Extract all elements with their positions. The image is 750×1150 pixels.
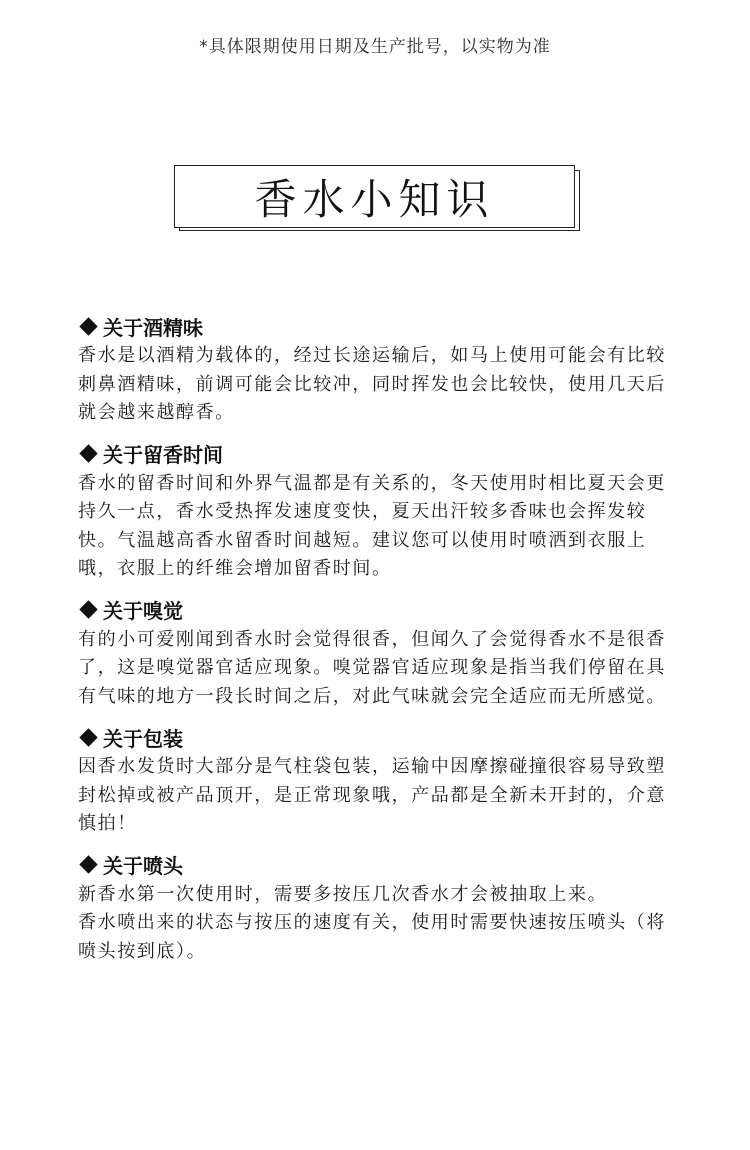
section-heading — [78, 438, 678, 470]
section-paragraph: 因香水发货时大部分是气柱袋包装，运输中因摩擦碰撞很容易导致塑封松掉或被产品顶开，是正常现象哦，产品都是全新未开封的，介意慎拍！ — [78, 756, 666, 834]
diamond-bullet-icon — [79, 600, 97, 618]
section-paragraph: 香水的留香时间和外界气温都是有关系的，冬天使用时相比夏天会更持久一点，香水受热挥发速度变快，夏天出汗较多香味也会挥发较快。气温越高香水留香时间越短。建议您可以使用时喷洒到衣服上哦，衣服上的纤维会增加留香时间。 — [78, 472, 666, 579]
section-heading — [78, 594, 678, 626]
page-title: 香水小知识 — [254, 174, 495, 224]
section-heading-text: 关于酒精味 — [103, 315, 203, 340]
section-packaging — [78, 721, 678, 839]
section-heading — [78, 721, 678, 753]
section-paragraph: 新香水第一次使用时，需要多按压几次香水才会被抽取上来。 — [78, 883, 608, 905]
section-paragraph: 香水是以酒精为载体的，经过长途运输后，如马上使用可能会有比较刺鼻酒精味，前调可能会比较冲，同时挥发也会比较快，使用几天后就会越来越醇香。 — [78, 345, 666, 423]
section-lasting-time — [78, 438, 678, 584]
section-alcohol-smell — [78, 310, 678, 428]
section-paragraph: 香水喷出来的状态与按压的速度有关，使用时需要快速按压喷头（将喷头按到底）。 — [78, 912, 666, 962]
diamond-bullet-icon — [79, 728, 97, 746]
section-heading-text: 关于留香时间 — [103, 443, 223, 467]
section-paragraph: 有的小可爱刚闻到香水时会觉得很香，但闻久了会觉得香水不是很香了，这是嗅觉器官适应现象。嗅觉器官适应现象是指当我们停留在具有气味的地方一段长时间之后，对此气味就会完全适应而无所感觉。 — [78, 628, 666, 707]
section-heading-text: 关于包装 — [103, 726, 183, 751]
diamond-bullet-icon — [79, 855, 97, 873]
notice-text: *具体限期使用日期及生产批号，以实物为准 — [199, 37, 551, 57]
knowledge-content — [78, 310, 678, 976]
diamond-bullet-icon — [79, 444, 97, 462]
title-box — [174, 165, 575, 228]
section-nozzle — [78, 849, 678, 967]
title-frame — [174, 165, 582, 233]
section-heading — [78, 849, 678, 881]
diamond-bullet-icon — [79, 317, 97, 335]
section-heading — [78, 310, 678, 342]
section-sense-of-smell — [78, 594, 678, 712]
section-heading-text: 关于嗅觉 — [103, 599, 183, 623]
section-heading-text: 关于喷头 — [103, 854, 183, 878]
